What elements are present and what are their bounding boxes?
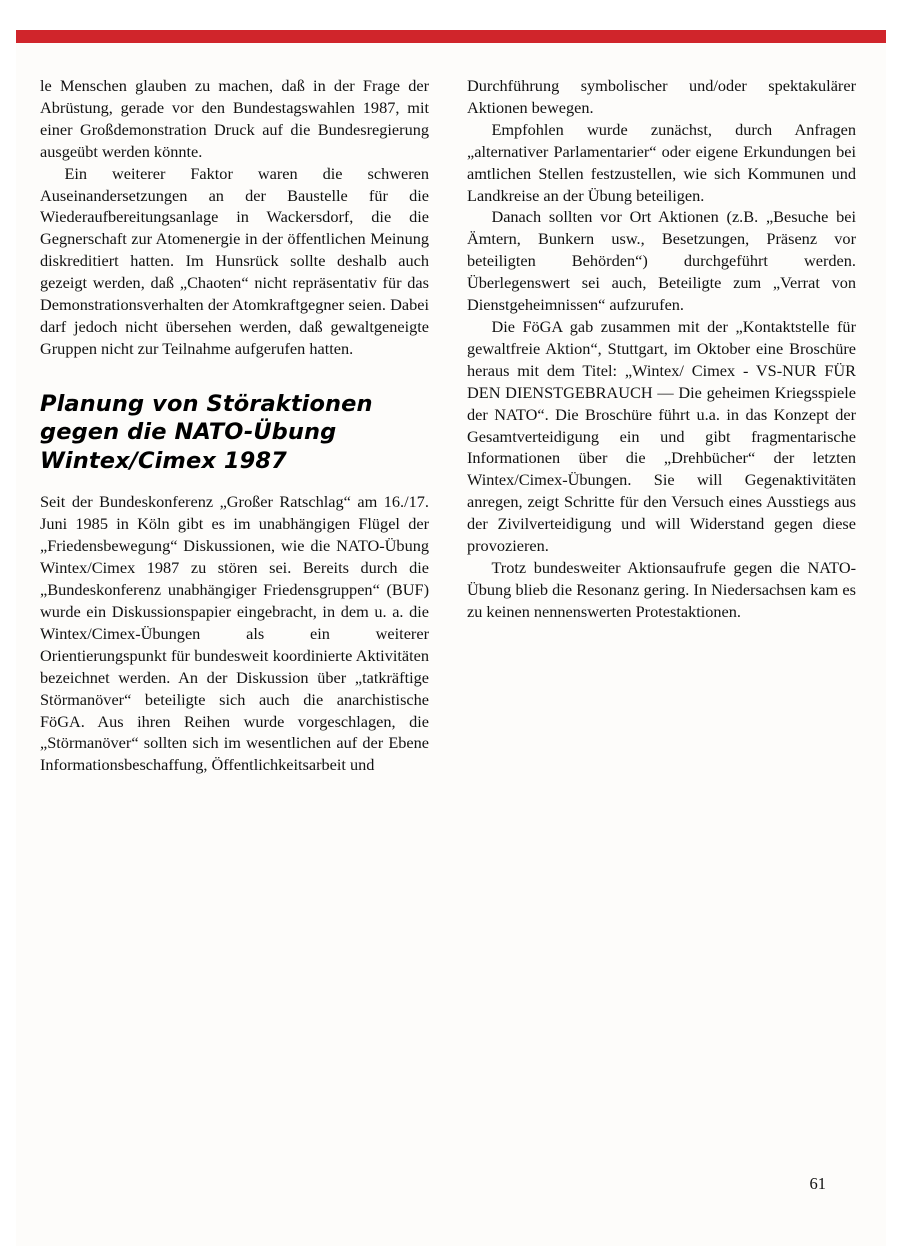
page-top-margin	[0, 0, 900, 30]
page-bottom-margin	[0, 1246, 900, 1260]
page-body	[16, 43, 886, 1246]
left-column	[40, 75, 429, 776]
paragraph: Ein weiterer Faktor waren die schweren Auseinandersetzungen an der Baustelle für die Wiederaufbereitungsanlage in Wackersdorf, die die Gegnerschaft zur Atomenergie in der öffentlichen Meinung diskreditiert hatten. Im Hunsrück sollte deshalb auch gezeigt werden, daß „Chaoten“ nicht repräsentativ für das Demonstrationsverhalten der Atomkraftgegner seien. Dabei darf jedoch nicht übersehen werden, daß gewaltgeneigte Gruppen nicht zur Teilnahme aufgerufen hatten.	[40, 163, 429, 358]
right-column	[467, 75, 856, 776]
paragraph: Durchführung symbolischer und/oder spektakulärer Aktionen bewegen.	[467, 76, 856, 117]
red-accent-bar	[0, 30, 900, 43]
two-column-layout	[40, 75, 856, 776]
paragraph: Die FöGA gab zusammen mit der „Kontaktstelle für gewaltfreie Aktion“, Stuttgart, im Oktober eine Broschüre heraus mit dem Titel: „Wintex/ Cimex - VS-NUR FÜR DEN DIENSTGEBRAUCH — Die geheimen Kriegsspiele der NATO“. Die Broschüre führt u.a. in das Konzept der Gesamtverteidigung ein und gibt fragmentarische Informationen über die „Drehbücher“ der letzten Wintex/Cimex-Übungen. Sie will Gegenaktivitäten anregen, zeigt Schritte für den Versuch eines Ausstiegs aus der Zivilverteidigung und will Widerstand gegen diese provozieren.	[467, 316, 856, 556]
paragraph: Danach sollten vor Ort Aktionen (z.B. „Besuche bei Ämtern, Bunkern usw., Besetzungen, Präsenz vor beteiligten Behörden“) durchgeführt werden. Überlegenswert sei auch, Beteiligte zum „Verrat von Dienstgeheimnissen“ aufzurufen.	[467, 207, 856, 315]
page-left-margin	[0, 0, 16, 1260]
paragraph: le Menschen glauben zu machen, daß in der Frage der Abrüstung, gerade vor den Bundestagswahlen 1987, mit einer Großdemonstration Druck auf die Bundesregierung ausgeübt werden könnte.	[40, 76, 429, 161]
page-right-margin	[886, 0, 900, 1260]
paragraph: Seit der Bundeskonferenz „Großer Ratschlag“ am 16./17. Juni 1985 in Köln gibt es im unabhängigen Flügel der „Friedensbewegung“ Diskussionen, wie die NATO-Übung Wintex/Cimex 1987 zu stören sei. Bereits durch die „Bundeskonferenz unabhängiger Friedensgruppen“ (BUF) wurde ein Diskussionspapier eingebracht, in dem u. a. die Wintex/Cimex-Übungen als ein weiterer Orientierungspunkt für bundesweit koordinierte Aktivitäten bezeichnet werden. An der Diskussion über „tatkräftige Störmanöver“ beteiligte sich auch die anarchistische FöGA. Aus ihren Reihen wurde vorgeschlagen, die „Störmanöver“ sollten sich im wesentlichen auf der Ebene Informationsbeschaffung, Öffentlichkeitsarbeit und	[40, 492, 429, 775]
paragraph: Empfohlen wurde zunächst, durch Anfragen „alternativer Parlamentarier“ oder eigene Erkundungen bei amtlichen Stellen festzustellen, wie sich Kommunen und Landkreise an der Übung beteiligen.	[467, 119, 856, 205]
page-number: 61	[809, 1174, 826, 1193]
paragraph: Trotz bundesweiter Aktionsaufrufe gegen die NATO-Übung blieb die Resonanz gering. In Niedersachsen kam es zu keinen nennenswerten Protestaktionen.	[467, 557, 856, 621]
section-heading: Planung von Störaktionen gegen die NATO-Übung Wintex/Cimex 1987	[40, 390, 373, 474]
